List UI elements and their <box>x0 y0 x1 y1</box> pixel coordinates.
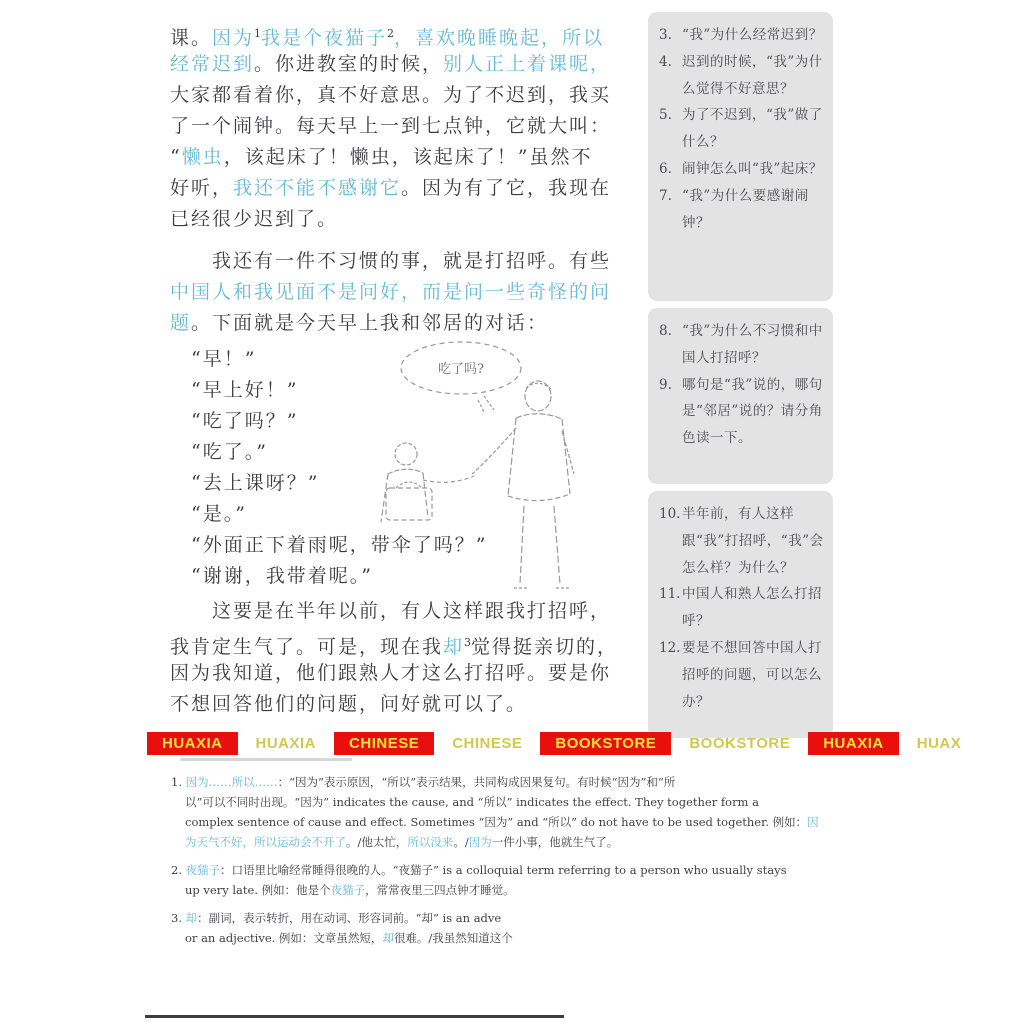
highlighted-text: 却 <box>382 931 394 945</box>
text-segment: 。/他太忙， <box>346 835 408 849</box>
question-item <box>659 49 824 103</box>
question-text: 半年前，有人这样跟“我”打招呼，“我”会怎么样？为什么？ <box>682 506 824 576</box>
question-text: 为了不迟到，“我”做了什么？ <box>682 107 823 151</box>
text-segment: 3. <box>171 911 186 925</box>
text-segment: 以”可以不同时出现。“因为” indicates the cause, and “所以” indicates the effect. They together form a <box>185 795 759 809</box>
question-number: 6. <box>659 160 672 177</box>
question-text: 中国人和熟人怎么打招呼？ <box>682 586 822 630</box>
question-number: 8. <box>659 323 672 339</box>
text-segment: 我还有一件不习惯的事，就是打招呼。有些 <box>170 250 612 272</box>
highlighted-text: ，喜欢晚睡晚起，所以 <box>394 27 605 49</box>
question-number: 7. <box>659 187 672 204</box>
highlighted-text: 却 <box>443 636 465 658</box>
text-segment: “早上好！” <box>170 379 299 401</box>
highlighted-text: 因 <box>807 815 819 829</box>
question-text: 闹钟怎么叫“我”起床？ <box>682 160 823 177</box>
question-number: 10. <box>659 506 681 522</box>
text-segment: 因为我知道，他们跟熟人才这么打招呼。要是你 <box>170 662 612 684</box>
text-segment: “吃了吗？” <box>170 410 299 432</box>
questions-box-2 <box>648 308 833 484</box>
text-segment: 大家都看着你，真不好意思。为了不迟到，我买 <box>170 84 612 106</box>
text-line <box>170 277 640 308</box>
text-segment: 已经很少迟到了。 <box>170 208 339 230</box>
neighbor-figure <box>381 443 474 522</box>
paragraph-half-year-ago <box>170 596 640 720</box>
text-segment: 很难。/我虽然知道这个 <box>393 931 513 945</box>
question-item <box>659 372 824 452</box>
text-segment: 觉得挺亲切的， <box>471 636 619 658</box>
smudge-line <box>180 758 352 761</box>
text-line <box>171 908 885 928</box>
text-segment: “吃了。” <box>170 441 268 463</box>
question-item <box>659 318 824 372</box>
text-segment: 这要是在半年以前，有人这样跟我打招呼， <box>170 600 612 622</box>
footnote <box>171 908 885 948</box>
text-segment: 1. <box>171 775 186 789</box>
highlighted-text: 因为 <box>212 27 255 49</box>
text-segment: ：口语里比喻经常睡得很晚的人。“夜猫子” is a colloquial term referring to a person who usually stays <box>220 863 787 877</box>
footnotes-section <box>171 772 885 956</box>
question-number: 12. <box>659 639 681 656</box>
text-segment: 。你进教室的时候， <box>254 53 444 75</box>
highlighted-text: 因为 <box>468 835 492 849</box>
question-number: 5. <box>659 107 672 124</box>
question-text: “我”为什么经常迟到？ <box>682 27 823 43</box>
text-segment: 2. <box>171 863 186 877</box>
highlighted-text: 夜猫子 <box>185 863 221 877</box>
page-bottom-edge <box>145 1015 564 1018</box>
highlighted-text: 中国人和我见面不是问好，而是问一些奇怪的问 <box>170 281 612 303</box>
text-segment: 不想回答他们的问题，问好就可以了。 <box>170 693 528 715</box>
highlighted-text: 题 <box>170 312 192 334</box>
question-item <box>659 635 824 715</box>
question-item <box>659 183 824 237</box>
question-item <box>659 102 824 156</box>
watermark-label: HUAXIA <box>147 732 238 755</box>
watermark-banner <box>147 731 962 756</box>
question-text: 哪句是“我”说的，哪句是“邻居”说的？请分角色读一下。 <box>682 376 823 447</box>
text-line <box>170 49 640 80</box>
highlighted-text: 懒虫 <box>181 146 224 168</box>
questions-box-1 <box>648 12 833 301</box>
highlighted-text: 所以运动会不开了 <box>254 835 346 849</box>
question-item <box>659 581 824 635</box>
question-item <box>659 156 824 183</box>
text-segment: ，该起床了！懒虫，该起床了！”虽然不 <box>223 146 593 168</box>
text-segment: “去上课呀？” <box>170 472 320 494</box>
paragraph-greetings <box>170 246 640 339</box>
watermark-label: HUAXIA <box>808 732 899 755</box>
text-line <box>171 772 885 792</box>
text-segment: 课。 <box>170 27 213 49</box>
text-segment: ：副词，表示转折，用在动词、形容词前。“却” is an adve <box>197 911 502 925</box>
text-segment: “是。” <box>170 503 247 525</box>
question-item <box>659 22 824 49</box>
footnote-ref: 2 <box>387 27 395 40</box>
text-segment: 了一个闹钟。每天早上一到七点钟，它就大叫： <box>170 115 612 137</box>
question-number: 9. <box>659 376 672 393</box>
text-line <box>170 204 640 235</box>
text-line <box>170 308 640 339</box>
text-segment: complex sentence of cause and effect. Sometimes “因为” and “所以” do not have to be used together. 例如： <box>185 815 808 829</box>
greeting-illustration <box>366 336 611 602</box>
text-line <box>170 246 640 277</box>
text-line <box>170 658 640 689</box>
watermark-label: CHINESE <box>334 732 434 755</box>
footnote-ref: 3 <box>464 636 472 649</box>
text-line <box>171 860 885 880</box>
text-segment: 一件小事，他就生气了。 <box>491 835 619 849</box>
highlighted-text: 经常迟到 <box>170 53 255 75</box>
text-line <box>170 80 640 111</box>
text-segment: ：“因为”表示原因，“所以”表示结果，共同构成因果复句。有时候“因为”和“所 <box>277 775 676 789</box>
text-line <box>171 928 885 948</box>
paragraph-late-for-class <box>170 18 640 235</box>
speech-bubble <box>401 342 521 412</box>
text-line <box>171 880 885 900</box>
text-line <box>170 689 640 720</box>
highlighted-text: 别人正上着课呢， <box>443 53 612 75</box>
text-segment: “谢谢，我带着呢。” <box>170 565 373 587</box>
text-segment: 。因为有了它，我现在 <box>401 177 612 199</box>
text-line <box>170 173 640 204</box>
highlighted-text: 为天气不好， <box>185 835 254 849</box>
watermark-label: HUAX <box>916 735 962 752</box>
highlighted-text: 夜猫子 <box>330 883 366 897</box>
highlighted-text: 所以没来 <box>407 835 454 849</box>
text-line <box>170 18 640 49</box>
question-text: “我”为什么要感谢闹钟？ <box>682 187 809 231</box>
footnote <box>171 772 885 852</box>
highlighted-text: 却 <box>185 911 198 925</box>
highlighted-text: 我是个夜猫子 <box>261 27 388 49</box>
watermark-label: HUAXIA <box>255 735 317 752</box>
highlighted-text: 我还不能不感谢它 <box>233 177 402 199</box>
footnote <box>171 860 885 900</box>
text-segment: or an adjective. 例如：文章虽然短， <box>185 931 383 945</box>
question-text: “我”为什么不习惯和中国人打招呼？ <box>682 323 823 366</box>
text-line <box>170 111 640 142</box>
text-segment: 。下面就是今天早上我和邻居的对话： <box>191 312 549 334</box>
text-segment: “早！” <box>170 348 257 370</box>
question-number: 3. <box>659 27 672 43</box>
question-text: 要是不想回答中国人打招呼的问题，可以怎么办？ <box>682 639 822 710</box>
text-line <box>170 142 640 173</box>
text-segment: “ <box>170 146 182 168</box>
student-figure <box>472 381 574 588</box>
text-segment: up very late. 例如：他是个 <box>185 883 331 897</box>
text-segment: 好听， <box>170 177 234 199</box>
watermark-label: BOOKSTORE <box>689 735 791 752</box>
question-number: 4. <box>659 53 672 70</box>
watermark-label: CHINESE <box>452 735 523 752</box>
question-item <box>659 501 824 581</box>
speech-bubble-text: 吃了吗? <box>438 362 484 377</box>
text-line <box>170 627 640 658</box>
text-line <box>171 832 885 852</box>
text-line <box>171 812 885 832</box>
question-number: 11. <box>659 586 681 603</box>
text-line <box>171 792 885 812</box>
text-segment: 我肯定生气了。可是，现在我 <box>170 636 444 658</box>
text-segment: “外面正下着雨呢，带伞了吗？” <box>170 534 488 556</box>
footnote-ref: 1 <box>254 27 262 40</box>
question-text: 迟到的时候，“我”为什么觉得不好意思？ <box>682 53 823 97</box>
text-segment: ，常常夜里三四点钟才睡觉。 <box>365 883 515 897</box>
text-segment: 。/ <box>453 835 469 849</box>
watermark-label: BOOKSTORE <box>540 732 671 755</box>
highlighted-text: 因为……所以…… <box>185 775 278 789</box>
questions-box-3 <box>648 491 833 738</box>
